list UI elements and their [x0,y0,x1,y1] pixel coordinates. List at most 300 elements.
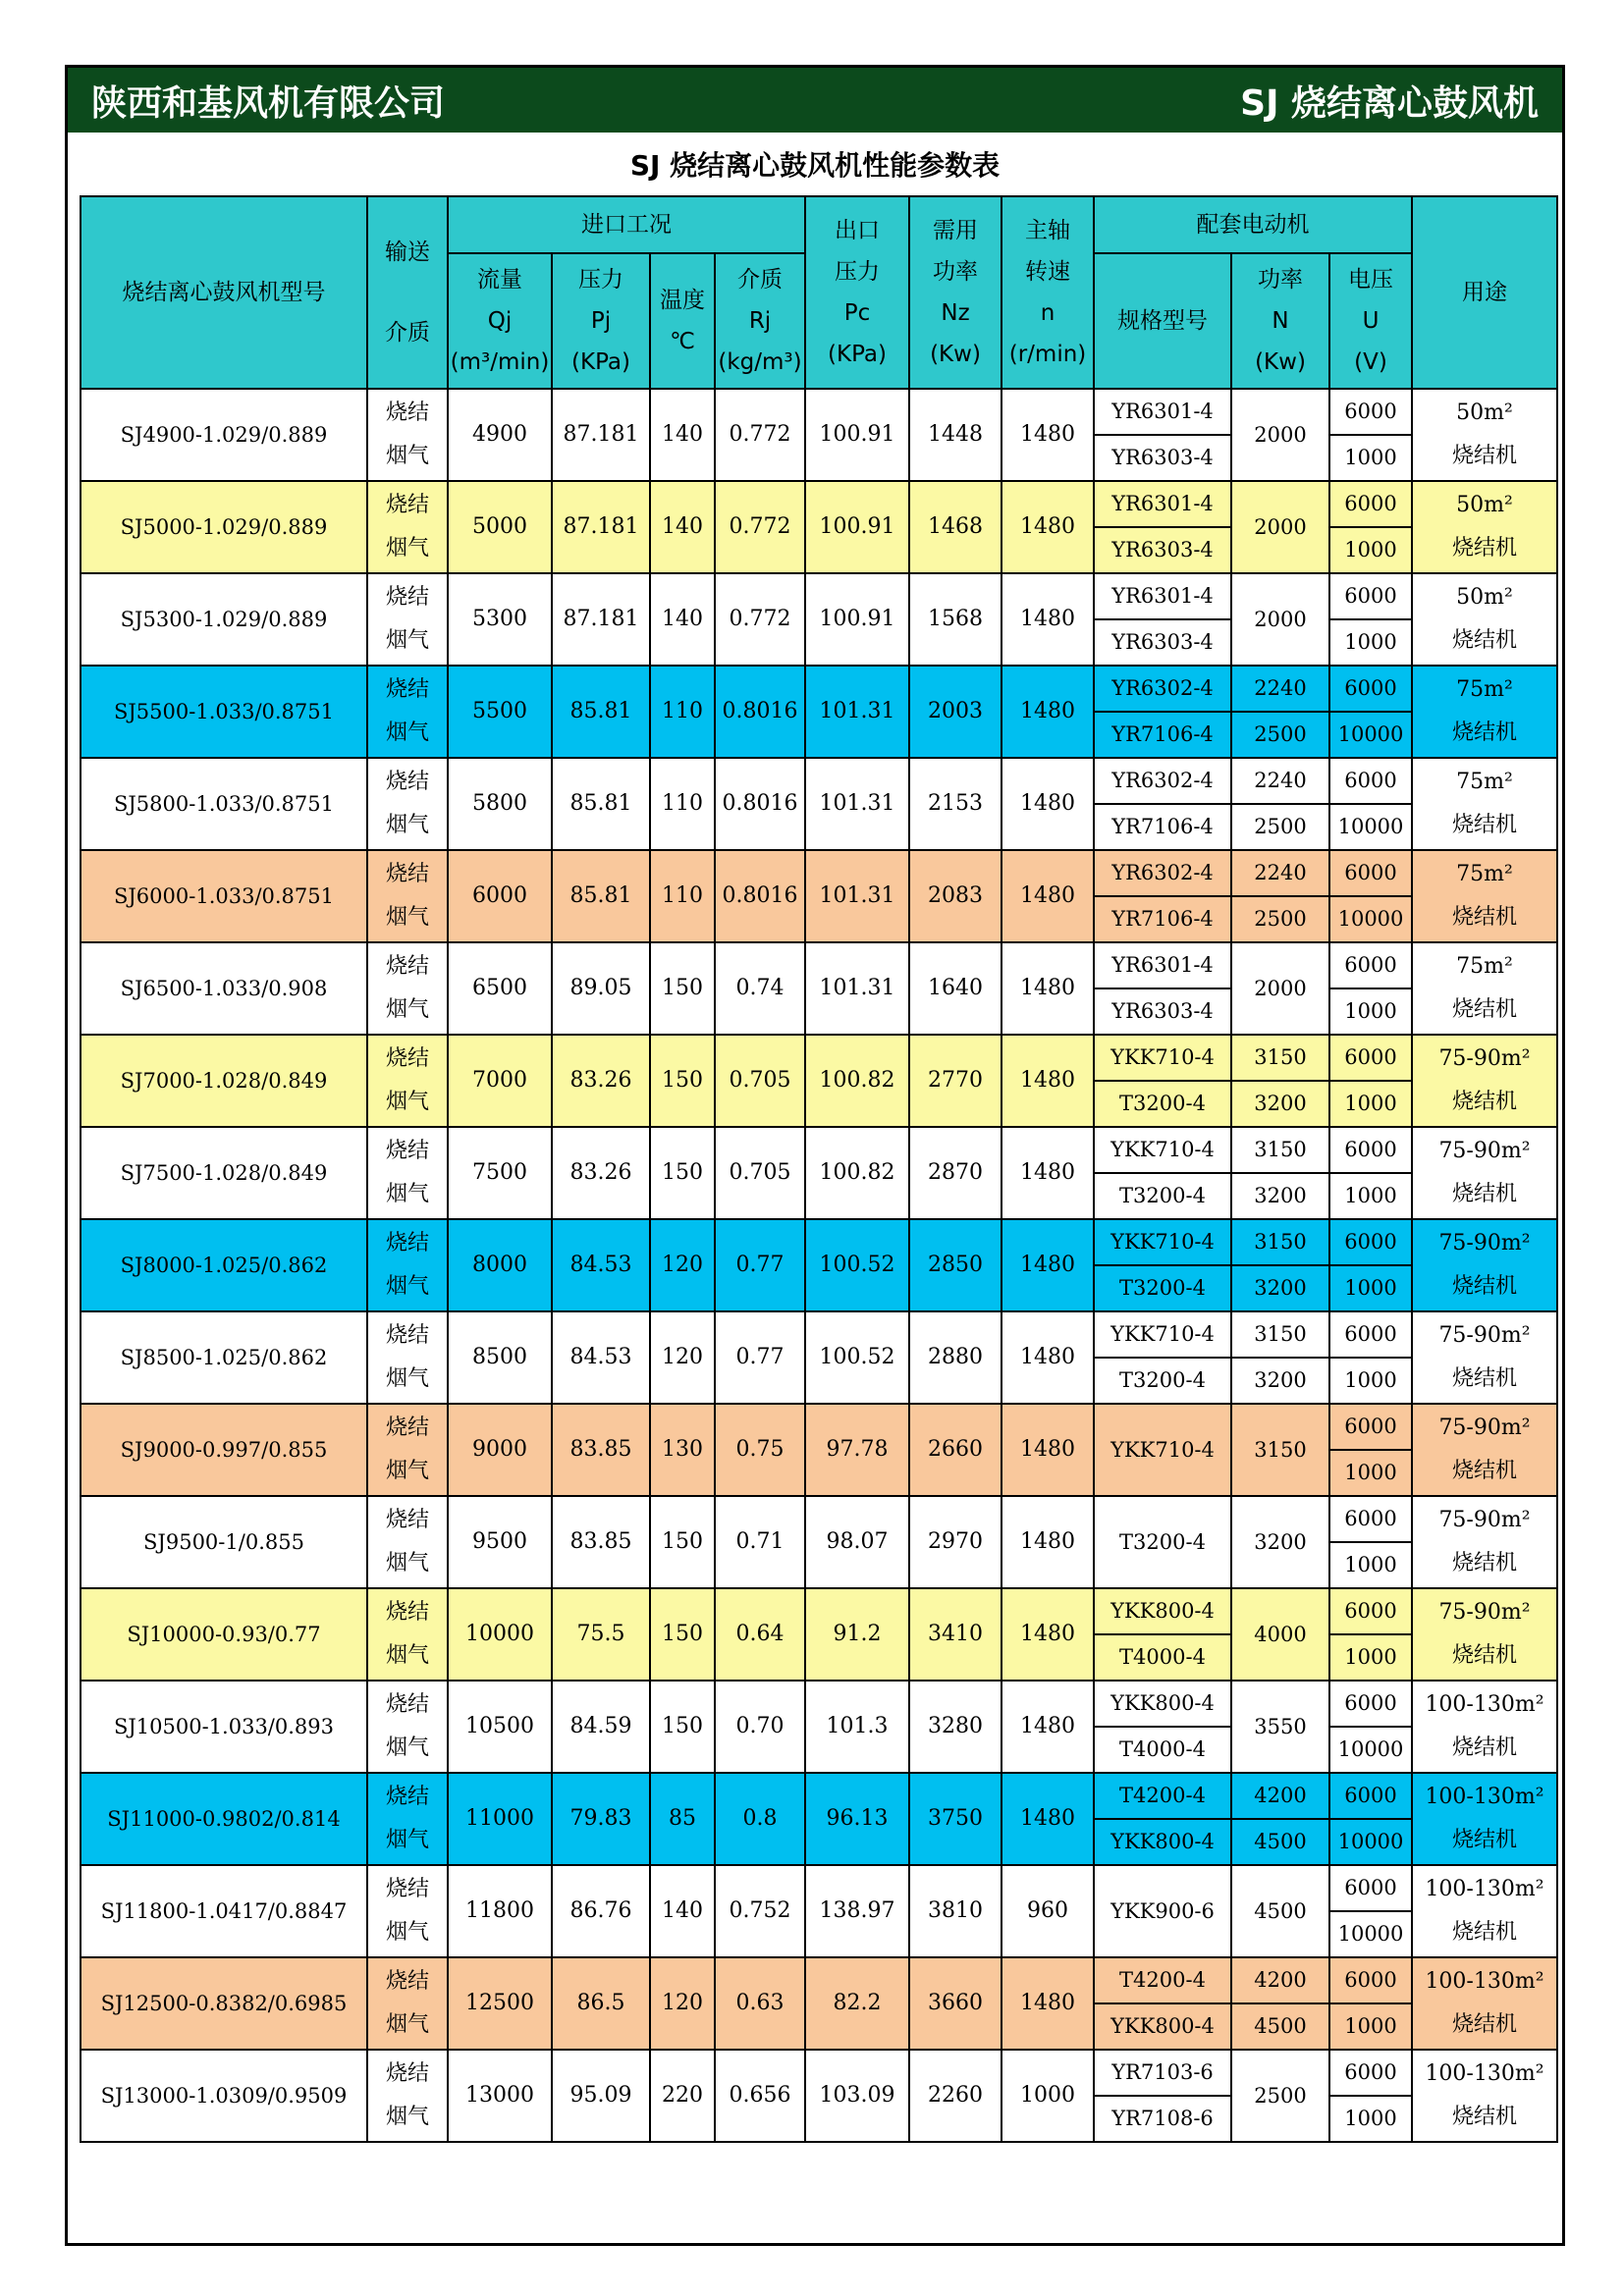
outlet-pressure-cell: 101.31 [805,850,909,942]
medium-cell: 烧结 烟气 [367,758,448,850]
density-cell: 0.64 [715,1588,805,1681]
speed-cell: 1480 [1001,1219,1094,1311]
motor-power-cell: 2500 [1231,712,1329,758]
motor-power-cell: 2500 [1231,2050,1329,2142]
medium-cell: 烧结 烟气 [367,389,448,481]
motor-power-cell: 3150 [1231,1127,1329,1173]
medium-cell: 烧结 烟气 [367,1311,448,1404]
table-row [81,850,1557,896]
header-medium: 输送 介质 [367,196,448,389]
density-cell: 0.8016 [715,758,805,850]
required-power-cell: 2970 [909,1496,1001,1588]
motor-spec-cell: YKK800-4 [1094,1819,1231,1865]
motor-spec-cell: YR7106-4 [1094,896,1231,942]
outlet-pressure-cell: 100.91 [805,481,909,573]
temperature-cell: 110 [650,758,715,850]
temperature-cell: 130 [650,1404,715,1496]
flow-cell: 5300 [448,573,552,666]
pressure-cell: 86.5 [552,1957,650,2050]
outlet-pressure-cell: 100.91 [805,389,909,481]
outlet-pressure-cell: 101.31 [805,942,909,1035]
voltage-cell: 1000 [1329,2096,1412,2142]
flow-cell: 9500 [448,1496,552,1588]
required-power-cell: 2850 [909,1219,1001,1311]
temperature-cell: 110 [650,666,715,758]
table-row [81,1496,1557,1542]
table-row [81,758,1557,804]
density-cell: 0.63 [715,1957,805,2050]
voltage-cell: 10000 [1329,804,1412,850]
voltage-cell: 6000 [1329,1773,1412,1819]
medium-cell: 烧结 烟气 [367,1404,448,1496]
required-power-cell: 2880 [909,1311,1001,1404]
outlet-pressure-cell: 101.31 [805,666,909,758]
required-power-cell: 3750 [909,1773,1001,1865]
motor-power-cell: 2240 [1231,758,1329,804]
model-cell: SJ6500-1.033/0.908 [81,942,367,1035]
density-cell: 0.772 [715,389,805,481]
voltage-cell: 10000 [1329,712,1412,758]
flow-cell: 8000 [448,1219,552,1311]
speed-cell: 1480 [1001,758,1094,850]
usage-cell: 50m² 烧结机 [1412,573,1557,666]
header-temperature: 温度 ℃ [650,253,715,389]
voltage-cell: 6000 [1329,850,1412,896]
motor-spec-cell: YR6302-4 [1094,850,1231,896]
pressure-cell: 95.09 [552,2050,650,2142]
voltage-cell: 6000 [1329,2050,1412,2096]
model-cell: SJ7500-1.028/0.849 [81,1127,367,1219]
motor-spec-cell: YR7106-4 [1094,804,1231,850]
header-motor-group: 配套电动机 [1094,196,1412,253]
usage-cell: 75m² 烧结机 [1412,850,1557,942]
outlet-pressure-cell: 100.82 [805,1035,909,1127]
outlet-pressure-cell: 97.78 [805,1404,909,1496]
outlet-pressure-cell: 138.97 [805,1865,909,1957]
temperature-cell: 150 [650,1127,715,1219]
speed-cell: 1480 [1001,1957,1094,2050]
temperature-cell: 110 [650,850,715,942]
voltage-cell: 6000 [1329,758,1412,804]
motor-power-cell: 4500 [1231,2003,1329,2050]
flow-cell: 6500 [448,942,552,1035]
voltage-cell: 1000 [1329,1265,1412,1311]
model-cell: SJ6000-1.033/0.8751 [81,850,367,942]
model-cell: SJ5800-1.033/0.8751 [81,758,367,850]
required-power-cell: 3660 [909,1957,1001,2050]
pressure-cell: 83.26 [552,1035,650,1127]
table-row [81,2050,1557,2096]
speed-cell: 1000 [1001,2050,1094,2142]
outlet-pressure-cell: 82.2 [805,1957,909,2050]
pressure-cell: 87.181 [552,573,650,666]
pressure-cell: 83.26 [552,1127,650,1219]
speed-cell: 1480 [1001,1404,1094,1496]
motor-power-cell: 2000 [1231,942,1329,1035]
motor-power-cell: 3150 [1231,1311,1329,1358]
motor-spec-cell: YR7106-4 [1094,712,1231,758]
motor-spec-cell: T4200-4 [1094,1957,1231,2003]
flow-cell: 8500 [448,1311,552,1404]
flow-cell: 13000 [448,2050,552,2142]
temperature-cell: 150 [650,1035,715,1127]
header-usage: 用途 [1412,196,1557,389]
motor-spec-cell: YR6303-4 [1094,435,1231,481]
density-cell: 0.772 [715,573,805,666]
motor-power-cell: 3200 [1231,1081,1329,1127]
flow-cell: 9000 [448,1404,552,1496]
usage-cell: 75-90m² 烧结机 [1412,1219,1557,1311]
speed-cell: 1480 [1001,1496,1094,1588]
medium-cell: 烧结 烟气 [367,1219,448,1311]
model-cell: SJ7000-1.028/0.849 [81,1035,367,1127]
usage-cell: 50m² 烧结机 [1412,389,1557,481]
table-title: SJ 烧结离心鼓风机性能参数表 [629,149,1001,182]
voltage-cell: 6000 [1329,1219,1412,1265]
usage-cell: 100-130m² 烧结机 [1412,1773,1557,1865]
voltage-cell: 6000 [1329,1588,1412,1634]
speed-cell: 1480 [1001,850,1094,942]
model-cell: SJ5500-1.033/0.8751 [81,666,367,758]
required-power-cell: 2770 [909,1035,1001,1127]
temperature-cell: 150 [650,1681,715,1773]
medium-cell: 烧结 烟气 [367,666,448,758]
motor-power-cell: 3200 [1231,1358,1329,1404]
voltage-cell: 6000 [1329,942,1412,988]
flow-cell: 10000 [448,1588,552,1681]
required-power-cell: 1468 [909,481,1001,573]
density-cell: 0.70 [715,1681,805,1773]
medium-cell: 烧结 烟气 [367,942,448,1035]
motor-power-cell: 4000 [1231,1588,1329,1681]
pressure-cell: 85.81 [552,666,650,758]
temperature-cell: 140 [650,573,715,666]
table-row [81,1957,1557,2003]
motor-power-cell: 2000 [1231,573,1329,666]
medium-cell: 烧结 烟气 [367,1865,448,1957]
voltage-cell: 1000 [1329,1542,1412,1588]
flow-cell: 5500 [448,666,552,758]
model-cell: SJ10000-0.93/0.77 [81,1588,367,1681]
density-cell: 0.8016 [715,850,805,942]
outlet-pressure-cell: 103.09 [805,2050,909,2142]
model-cell: SJ11000-0.9802/0.814 [81,1773,367,1865]
motor-power-cell: 2000 [1231,389,1329,481]
flow-cell: 10500 [448,1681,552,1773]
voltage-cell: 1000 [1329,988,1412,1035]
motor-spec-cell: T3200-4 [1094,1496,1231,1588]
voltage-cell: 1000 [1329,1450,1412,1496]
voltage-cell: 6000 [1329,1496,1412,1542]
outlet-pressure-cell: 100.91 [805,573,909,666]
voltage-cell: 6000 [1329,1865,1412,1911]
motor-power-cell: 3150 [1231,1404,1329,1496]
motor-spec-cell: T3200-4 [1094,1081,1231,1127]
motor-spec-cell: T4200-4 [1094,1773,1231,1819]
flow-cell: 4900 [448,389,552,481]
density-cell: 0.75 [715,1404,805,1496]
flow-cell: 6000 [448,850,552,942]
motor-power-cell: 2240 [1231,666,1329,712]
speed-cell: 1480 [1001,666,1094,758]
density-cell: 0.752 [715,1865,805,1957]
medium-cell: 烧结 烟气 [367,2050,448,2142]
medium-cell: 烧结 烟气 [367,1588,448,1681]
performance-table [80,195,1558,2143]
voltage-cell: 6000 [1329,389,1412,435]
motor-spec-cell: YKK710-4 [1094,1404,1231,1496]
usage-cell: 75-90m² 烧结机 [1412,1127,1557,1219]
motor-spec-cell: YR6303-4 [1094,988,1231,1035]
voltage-cell: 1000 [1329,1634,1412,1681]
pressure-cell: 84.59 [552,1681,650,1773]
motor-spec-cell: YR6301-4 [1094,481,1231,527]
model-cell: SJ8000-1.025/0.862 [81,1219,367,1311]
motor-spec-cell: T3200-4 [1094,1265,1231,1311]
required-power-cell: 1640 [909,942,1001,1035]
voltage-cell: 1000 [1329,619,1412,666]
required-power-cell: 3280 [909,1681,1001,1773]
voltage-cell: 1000 [1329,527,1412,573]
medium-cell: 烧结 烟气 [367,1127,448,1219]
model-cell: SJ9500-1/0.855 [81,1496,367,1588]
flow-cell: 7500 [448,1127,552,1219]
table-body [81,389,1557,2142]
table-row [81,1311,1557,1358]
motor-spec-cell: T3200-4 [1094,1358,1231,1404]
motor-spec-cell: YR6302-4 [1094,758,1231,804]
header-speed: 主轴 转速 n (r/min) [1001,196,1094,389]
pressure-cell: 84.53 [552,1311,650,1404]
table-row [81,1865,1557,1911]
medium-cell: 烧结 烟气 [367,1496,448,1588]
motor-spec-cell: YKK710-4 [1094,1127,1231,1173]
usage-cell: 75-90m² 烧结机 [1412,1311,1557,1404]
required-power-cell: 1448 [909,389,1001,481]
company-name: 陕西和基风机有限公司 [91,82,446,124]
required-power-cell: 2870 [909,1127,1001,1219]
motor-power-cell: 3200 [1231,1496,1329,1588]
pressure-cell: 85.81 [552,850,650,942]
required-power-cell: 2153 [909,758,1001,850]
usage-cell: 75-90m² 烧结机 [1412,1035,1557,1127]
motor-spec-cell: YKK710-4 [1094,1311,1231,1358]
pressure-cell: 85.81 [552,758,650,850]
speed-cell: 960 [1001,1865,1094,1957]
model-cell: SJ4900-1.029/0.889 [81,389,367,481]
speed-cell: 1480 [1001,1588,1094,1681]
motor-power-cell: 4500 [1231,1819,1329,1865]
voltage-cell: 1000 [1329,2003,1412,2050]
table-row [81,1127,1557,1173]
motor-spec-cell: YR6301-4 [1094,942,1231,988]
speed-cell: 1480 [1001,1681,1094,1773]
temperature-cell: 150 [650,1496,715,1588]
temperature-cell: 220 [650,2050,715,2142]
table-row [81,389,1557,435]
motor-spec-cell: YR6303-4 [1094,527,1231,573]
flow-cell: 11800 [448,1865,552,1957]
voltage-cell: 6000 [1329,1035,1412,1081]
voltage-cell: 1000 [1329,435,1412,481]
temperature-cell: 140 [650,1865,715,1957]
flow-cell: 11000 [448,1773,552,1865]
header-outlet-pressure: 出口 压力 Pc (KPa) [805,196,909,389]
header-pressure: 压力 Pj (KPa) [552,253,650,389]
pressure-cell: 87.181 [552,389,650,481]
outlet-pressure-cell: 96.13 [805,1773,909,1865]
table-row [81,1681,1557,1727]
voltage-cell: 6000 [1329,481,1412,527]
outlet-pressure-cell: 100.82 [805,1127,909,1219]
pressure-cell: 87.181 [552,481,650,573]
motor-spec-cell: YKK800-4 [1094,2003,1231,2050]
motor-power-cell: 2000 [1231,481,1329,573]
table-row [81,666,1557,712]
voltage-cell: 10000 [1329,1727,1412,1773]
speed-cell: 1480 [1001,1127,1094,1219]
usage-cell: 75m² 烧结机 [1412,942,1557,1035]
motor-spec-cell: T3200-4 [1094,1173,1231,1219]
voltage-cell: 6000 [1329,1681,1412,1727]
header-required-power: 需用 功率 Nz (Kw) [909,196,1001,389]
voltage-cell: 1000 [1329,1358,1412,1404]
header-density: 介质 Rj (kg/m³) [715,253,805,389]
motor-power-cell: 3200 [1231,1265,1329,1311]
temperature-cell: 150 [650,942,715,1035]
usage-cell: 100-130m² 烧结机 [1412,1865,1557,1957]
speed-cell: 1480 [1001,942,1094,1035]
motor-spec-cell: YR7108-6 [1094,2096,1231,2142]
table-row [81,1588,1557,1634]
usage-cell: 100-130m² 烧结机 [1412,2050,1557,2142]
density-cell: 0.8016 [715,666,805,758]
header-voltage: 电压 U (V) [1329,253,1412,389]
pressure-cell: 89.05 [552,942,650,1035]
page-frame [65,65,1565,2246]
motor-power-cell: 2500 [1231,804,1329,850]
model-cell: SJ8500-1.025/0.862 [81,1311,367,1404]
pressure-cell: 83.85 [552,1404,650,1496]
density-cell: 0.74 [715,942,805,1035]
voltage-cell: 10000 [1329,896,1412,942]
table-row [81,573,1557,619]
voltage-cell: 6000 [1329,1404,1412,1450]
motor-spec-cell: YR7103-6 [1094,2050,1231,2096]
usage-cell: 100-130m² 烧结机 [1412,1681,1557,1773]
required-power-cell: 2660 [909,1404,1001,1496]
motor-power-cell: 3150 [1231,1219,1329,1265]
temperature-cell: 120 [650,1957,715,2050]
speed-cell: 1480 [1001,1311,1094,1404]
motor-power-cell: 4200 [1231,1773,1329,1819]
usage-cell: 100-130m² 烧结机 [1412,1957,1557,2050]
usage-cell: 75-90m² 烧结机 [1412,1496,1557,1588]
motor-power-cell: 2240 [1231,850,1329,896]
speed-cell: 1480 [1001,481,1094,573]
table-row [81,1219,1557,1265]
speed-cell: 1480 [1001,573,1094,666]
motor-spec-cell: YKK710-4 [1094,1035,1231,1081]
motor-spec-cell: YKK900-6 [1094,1865,1231,1957]
voltage-cell: 6000 [1329,1957,1412,2003]
motor-spec-cell: T4000-4 [1094,1634,1231,1681]
model-cell: SJ13000-1.0309/0.9509 [81,2050,367,2142]
required-power-cell: 2003 [909,666,1001,758]
motor-power-cell: 3550 [1231,1681,1329,1773]
model-cell: SJ9000-0.997/0.855 [81,1404,367,1496]
required-power-cell: 3410 [909,1588,1001,1681]
required-power-cell: 2260 [909,2050,1001,2142]
medium-cell: 烧结 烟气 [367,1773,448,1865]
motor-power-cell: 3200 [1231,1173,1329,1219]
density-cell: 0.656 [715,2050,805,2142]
voltage-cell: 10000 [1329,1911,1412,1957]
voltage-cell: 1000 [1329,1173,1412,1219]
motor-power-cell: 4500 [1231,1865,1329,1957]
voltage-cell: 6000 [1329,1127,1412,1173]
voltage-cell: 6000 [1329,1311,1412,1358]
model-cell: SJ5000-1.029/0.889 [81,481,367,573]
density-cell: 0.77 [715,1219,805,1311]
required-power-cell: 2083 [909,850,1001,942]
motor-spec-cell: YKK710-4 [1094,1219,1231,1265]
motor-power-cell: 4200 [1231,1957,1329,2003]
motor-spec-cell: YR6301-4 [1094,573,1231,619]
pressure-cell: 75.5 [552,1588,650,1681]
motor-spec-cell: YR6302-4 [1094,666,1231,712]
density-cell: 0.8 [715,1773,805,1865]
temperature-cell: 140 [650,481,715,573]
medium-cell: 烧结 烟气 [367,850,448,942]
medium-cell: 烧结 烟气 [367,573,448,666]
pressure-cell: 83.85 [552,1496,650,1588]
temperature-cell: 85 [650,1773,715,1865]
pressure-cell: 84.53 [552,1219,650,1311]
voltage-cell: 6000 [1329,666,1412,712]
medium-cell: 烧结 烟气 [367,481,448,573]
flow-cell: 5000 [448,481,552,573]
header-model: 烧结离心鼓风机型号 [81,196,367,389]
flow-cell: 12500 [448,1957,552,2050]
temperature-cell: 150 [650,1588,715,1681]
header-motor-power: 功率 N (Kw) [1231,253,1329,389]
header-flow: 流量 Qj (m³/min) [448,253,552,389]
usage-cell: 75m² 烧结机 [1412,758,1557,850]
motor-power-cell: 2500 [1231,896,1329,942]
flow-cell: 7000 [448,1035,552,1127]
pressure-cell: 79.83 [552,1773,650,1865]
table-row [81,1035,1557,1081]
speed-cell: 1480 [1001,1773,1094,1865]
outlet-pressure-cell: 100.52 [805,1311,909,1404]
speed-cell: 1480 [1001,389,1094,481]
motor-spec-cell: T4000-4 [1094,1727,1231,1773]
outlet-pressure-cell: 100.52 [805,1219,909,1311]
motor-spec-cell: YKK800-4 [1094,1681,1231,1727]
usage-cell: 75m² 烧结机 [1412,666,1557,758]
usage-cell: 75-90m² 烧结机 [1412,1588,1557,1681]
outlet-pressure-cell: 101.31 [805,758,909,850]
voltage-cell: 1000 [1329,1081,1412,1127]
voltage-cell: 10000 [1329,1819,1412,1865]
speed-cell: 1480 [1001,1035,1094,1127]
outlet-pressure-cell: 101.3 [805,1681,909,1773]
usage-cell: 50m² 烧结机 [1412,481,1557,573]
flow-cell: 5800 [448,758,552,850]
required-power-cell: 3810 [909,1865,1001,1957]
pressure-cell: 86.76 [552,1865,650,1957]
